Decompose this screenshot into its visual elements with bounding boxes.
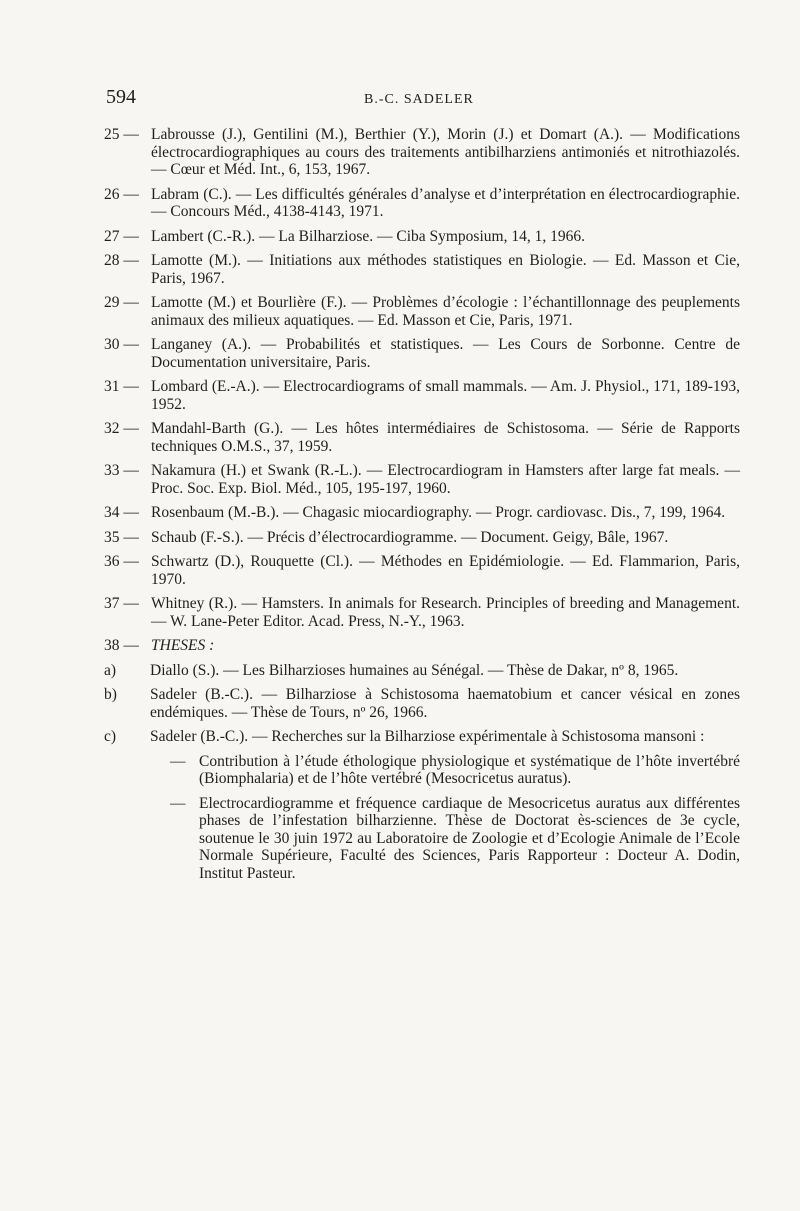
thesis-text: Sadeler (B.-C.). — Bilharziose à Schistosoma haematobium et cancer vésical en zones endémiques. — Thèse de Tours, nº 26, 1966.: [150, 686, 740, 721]
subitem-text: Electrocardiogramme et fréquence cardiaque de Mesocricetus auratus aux différentes phases de l’infestation bilharzienne. Thèse de Doctorat ès-sciences de 3e cycle, soutenue le 30 juin 1972 au Laboratoire de Zoologie et d’Ecologie Animale de l’Ecole Normale Supérieure, Faculté des Sciences, Paris Rapporteur : Docteur A. Dodin, Institut Pasteur.: [199, 794, 740, 882]
running-title: B.-C. SADELER: [364, 92, 474, 107]
reference-item: [104, 186, 740, 221]
thesis-text: Diallo (S.). — Les Bilharzioses humaines au Sénégal. — Thèse de Dakar, nº 8, 1965.: [150, 661, 679, 679]
thesis-item: [104, 728, 740, 746]
reference-text: Mandahl-Barth (G.). — Les hôtes intermédiaires de Schistosoma. — Série de Rapports techniques O.M.S., 37, 1959.: [151, 420, 740, 455]
reference-text: Lambert (C.-R.). — La Bilharziose. — Ciba Symposium, 14, 1, 1966.: [151, 227, 585, 245]
reference-number: 37 —: [104, 595, 139, 612]
reference-text: Rosenbaum (M.-B.). — Chagasic miocardiography. — Progr. cardiovasc. Dis., 7, 199, 1964.: [151, 504, 726, 521]
reference-number: 27 —: [104, 227, 139, 245]
reference-item: [104, 553, 740, 588]
reference-text: Nakamura (H.) et Swank (R.-L.). — Electrocardiogram in Hamsters after large fat meals. — Proc. Soc. Exp. Biol. Méd., 105, 195-197, 1960.: [151, 462, 740, 497]
reference-text: Labrousse (J.), Gentilini (M.), Berthier (Y.), Morin (J.) et Domart (A.). — Modifications électrocardiographiques au cours des traitements antibilharziens antimoniés et nitrothiazolés. — Cœur et Méd. Int., 6, 153, 1967.: [151, 126, 740, 178]
reference-number: 29 —: [104, 294, 139, 311]
reference-text: Lamotte (M.). — Initiations aux méthodes statistiques en Biologie. — Ed. Masson et Cie, Paris, 1967.: [151, 252, 740, 287]
thesis-text: Sadeler (B.-C.). — Recherches sur la Bilharziose expérimentale à Schistosoma mansoni :: [150, 728, 705, 745]
reference-item: [104, 252, 740, 287]
thesis-label: c): [104, 728, 117, 745]
reference-item: [104, 336, 740, 371]
reference-number: 31 —: [104, 378, 139, 395]
dash-bullet: —: [170, 794, 186, 812]
reference-text: Schaub (F.-S.). — Précis d’électrocardiogramme. — Document. Geigy, Bâle, 1967.: [151, 528, 669, 546]
reference-number: 30 —: [104, 336, 139, 353]
page-number: 594: [106, 86, 136, 108]
reference-list: [104, 126, 740, 889]
reference-item: [104, 462, 740, 497]
reference-item: [104, 595, 740, 630]
reference-item: [104, 378, 740, 413]
reference-number: 26 —: [104, 185, 139, 203]
reference-item: [104, 294, 740, 329]
reference-text: Whitney (R.). — Hamsters. In animals for Research. Principles of breeding and Management. — W. Lane-Peter Editor. Acad. Press, N.-Y., 1963.: [151, 595, 740, 630]
reference-item: [104, 126, 740, 179]
dash-bullet: —: [170, 752, 186, 770]
thesis-c-subitem: [150, 753, 740, 788]
thesis-item: [104, 686, 740, 721]
reference-number: 36 —: [104, 553, 139, 570]
reference-number: 25 —: [104, 126, 139, 143]
subitem-text: Contribution à l’étude éthologique physiologique et systématique de l’hôte invertébré (Biomphalaria) et de l’hôte vertébré (Mesocricetus auratus).: [199, 752, 740, 787]
reference-number: 34 —: [104, 504, 139, 521]
reference-number: 35 —: [104, 528, 139, 546]
reference-number: 33 —: [104, 462, 139, 479]
theses-heading: THESES :: [151, 637, 215, 654]
thesis-label: b): [104, 686, 117, 703]
reference-item: [104, 420, 740, 455]
reference-item: [104, 228, 740, 246]
reference-item: [104, 504, 740, 522]
reference-text: Schwartz (D.), Rouquette (Cl.). — Méthodes en Epidémiologie. — Ed. Flammarion, Paris, 1970.: [151, 553, 740, 588]
reference-number: 32 —: [104, 420, 139, 437]
thesis-c-subitem: [150, 795, 740, 883]
reference-number: 28 —: [104, 252, 139, 269]
thesis-item: [104, 662, 740, 680]
thesis-c-subitems: [104, 753, 740, 883]
reference-item: [104, 529, 740, 547]
reference-number: 38 —: [104, 637, 139, 654]
thesis-label: a): [104, 661, 117, 679]
reference-text: Lombard (E.-A.). — Electrocardiograms of small mammals. — Am. J. Physiol., 171, 189-193, 1952.: [151, 378, 740, 413]
reference-text: Langaney (A.). — Probabilités et statistiques. — Les Cours de Sorbonne. Centre de Documentation universitaire, Paris.: [151, 336, 740, 371]
reference-text: Lamotte (M.) et Bourlière (F.). — Problèmes d’écologie : l’échantillonnage des peuplements animaux des milieux aquatiques. — Ed. Masson et Cie, Paris, 1971.: [151, 294, 740, 329]
reference-text: Labram (C.). — Les difficultés générales d’analyse et d’interprétation en électrocardiographie. — Concours Méd., 4138-4143, 1971.: [151, 185, 740, 220]
reference-item: [104, 637, 740, 655]
